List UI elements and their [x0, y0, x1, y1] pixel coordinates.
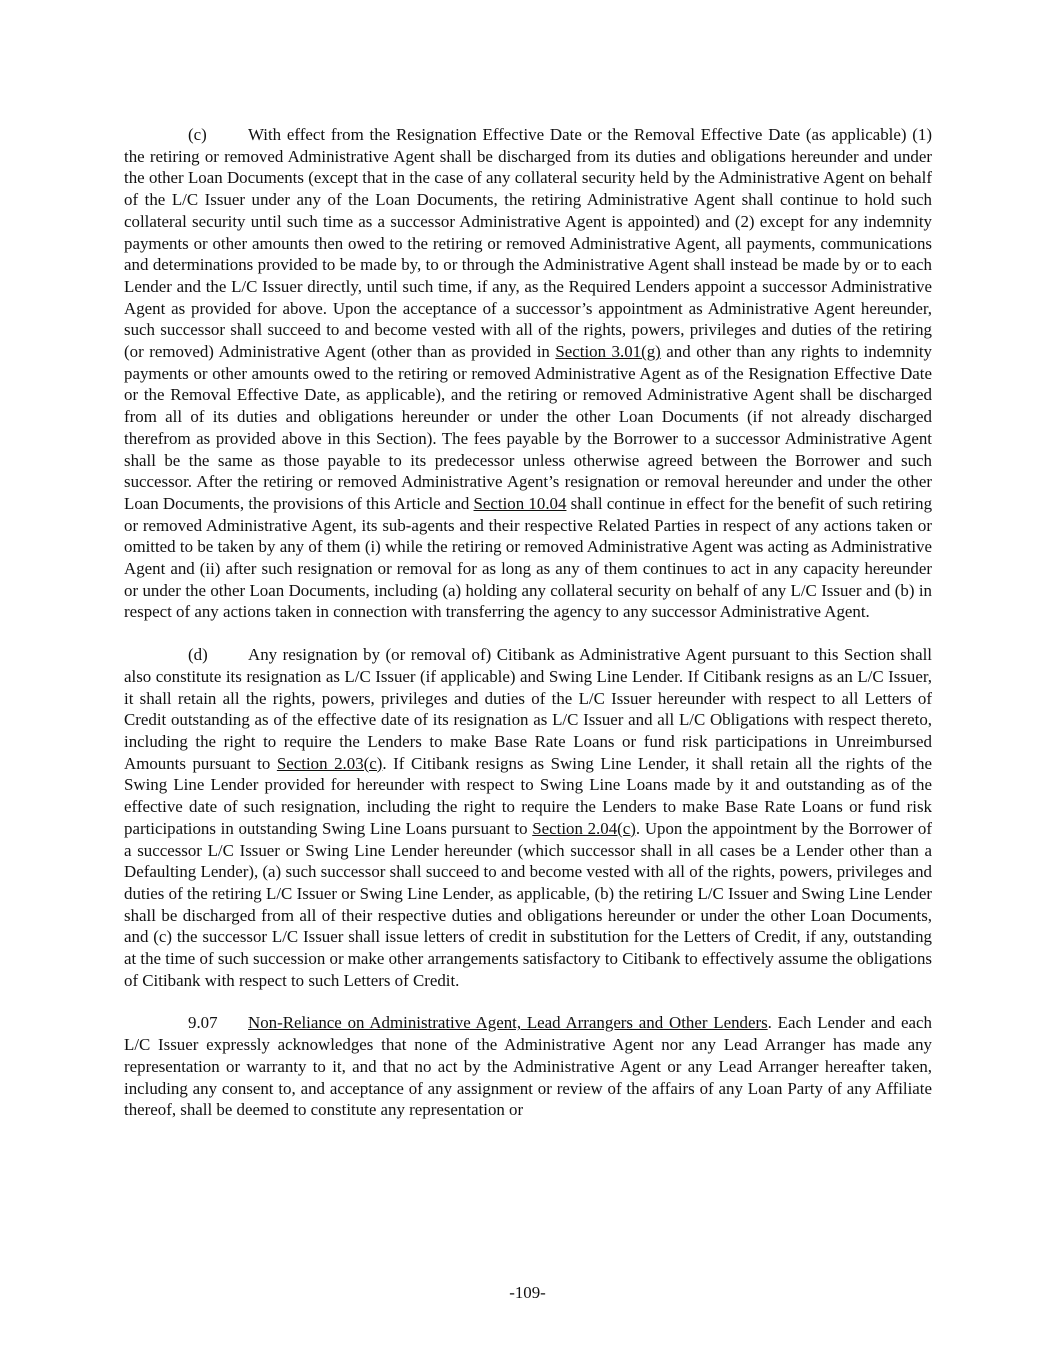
section-9-07 [124, 1012, 932, 1121]
section-reference-link[interactable]: Section 3.01(g) [555, 342, 661, 362]
section-number: 9.07 [188, 1013, 218, 1033]
section-reference-link[interactable]: Section 2.03(c) [276, 753, 383, 773]
document-body [124, 124, 932, 1121]
section-reference-link[interactable]: Section 10.04 [473, 493, 567, 513]
page-number: -109- [509, 1283, 546, 1302]
paragraph-text: shall continue in effect for the benefit of such retiring or removed Administrative Agent, its sub-agents and their respective Related Parties in respect of any actions taken or omitted to be taken by any of them (i) while the retiring or removed Administrative Agent was acting as Administrative Agent and (ii) after such resignation or removal for as long as any of them continues to act in any capacity hereunder or under the other Loan Documents, including (a) holding any collateral security on behalf of any L/C Issuer and (b) in respect of any actions taken in connection with transferring the agency to any successor Administrative Agent. [124, 493, 933, 622]
paragraph-d [124, 644, 932, 991]
paragraph-c [124, 124, 932, 623]
paragraph-text: Any resignation by (or removal of) Citibank as Administrative Agent pursuant to this Section shall also constitute its resignation as L/C Issuer (if applicable) and Swing Line Lender. If Citibank resigns as an L/C Issuer, it shall retain all the rights, powers, privileges and duties of the L/C Issuer hereunder with respect to all Letters of Credit outstanding as of the effective date of its resignation as L/C Issuer and all L/C Obligations with respect thereto, including the right to require the Lenders to make Base Rate Loans or fund risk participations in Unreimbursed Amounts pursuant to [124, 645, 932, 773]
paragraph-label: (c) [188, 125, 207, 144]
paragraph-text: With effect from the Resignation Effective Date or the Removal Effective Date (as applicable) (1) the retiring or removed Administrative Agent shall be discharged from its duties and obligations hereunder and under the other Loan Documents (except that in the case of any collateral security held by the Administrative Agent on behalf of the L/C Issuer under any of the Loan Documents, the retiring Administrative Agent shall continue to hold such collateral security until such time as a successor Administrative Agent is appointed) and (2) except for any indemnity payments or other amounts then owed to the retiring or removed Administrative Agent, all payments, communications and determinations provided to be made by, to or through the Administrative Agent shall instead be made by or to each Lender and the L/C Issuer directly, until such time, if any, as the Required Lenders appoint a successor Administrative Agent as provided for above. Upon the acceptance of a successor’s appointment as Administrative Agent hereunder, such successor shall succeed to and become vested with all of the rights, powers, privileges and duties of the retiring (or removed) Administrative Agent (other than as provided in [124, 125, 932, 362]
paragraph-text: . If Citibank resigns as Swing Line Lender, it shall retain all the rights of the Swing Line Lender provided for hereunder with respect to Swing Line Loans made by it and outstanding as of the effective date of such resignation, including the right to require the Lenders to make Base Rate Loans or fund risk participations in outstanding Swing Line Loans pursuant to [124, 753, 932, 838]
section-reference-link[interactable]: Section 2.04(c) [532, 818, 636, 838]
paragraph-text: . Upon the appointment by the Borrower of a successor L/C Issuer or Swing Line Lender hereunder (which successor shall in all cases be a Lender other than a Defaulting Lender), (a) such successor shall succeed to and become vested with all of the rights, powers, privileges and duties of the retiring L/C Issuer or Swing Line Lender, as applicable, (b) the retiring L/C Issuer and Swing Line Lender shall be discharged from all of their respective duties and obligations hereunder or under the other Loan Documents, and (c) the successor L/C Issuer shall issue letters of credit in substitution for the Letters of Credit, if any, outstanding at the time of such succession or make other arrangements satisfactory to Citibank to effectively assume the obligations of Citibank with respect to such Letters of Credit. [124, 818, 932, 990]
paragraph-text: . Each Lender and each L/C Issuer expressly acknowledges that none of the Administrative Agent nor any Lead Arranger has made any representation or warranty to it, and that no act by the Administrative Agent or any Lead Arranger hereafter taken, including any consent to, and acceptance of any assignment or review of the affairs of any Loan Party of any Affiliate thereof, shall be deemed to constitute any representation or [124, 1013, 932, 1120]
paragraph-text: and other than any rights to indemnity payments or other amounts owed to the retiring or removed Administrative Agent as of the Resignation Effective Date or the Removal Effective Date, as applicable), and the retiring or removed Administrative Agent shall be discharged from all of its duties and obligations hereunder or under the other Loan Documents (if not already discharged therefrom as provided above in this Section). The fees payable by the Borrower to a successor Administrative Agent shall be the same as those payable to its predecessor unless otherwise agreed between the Borrower and such successor. After the retiring or removed Administrative Agent’s resignation or removal hereunder and under the other Loan Documents, the provisions of this Article and [124, 342, 932, 513]
paragraph-label: (d) [188, 645, 208, 665]
section-heading: Non-Reliance on Administrative Agent, Lead Arrangers and Other Lenders [248, 1013, 768, 1033]
